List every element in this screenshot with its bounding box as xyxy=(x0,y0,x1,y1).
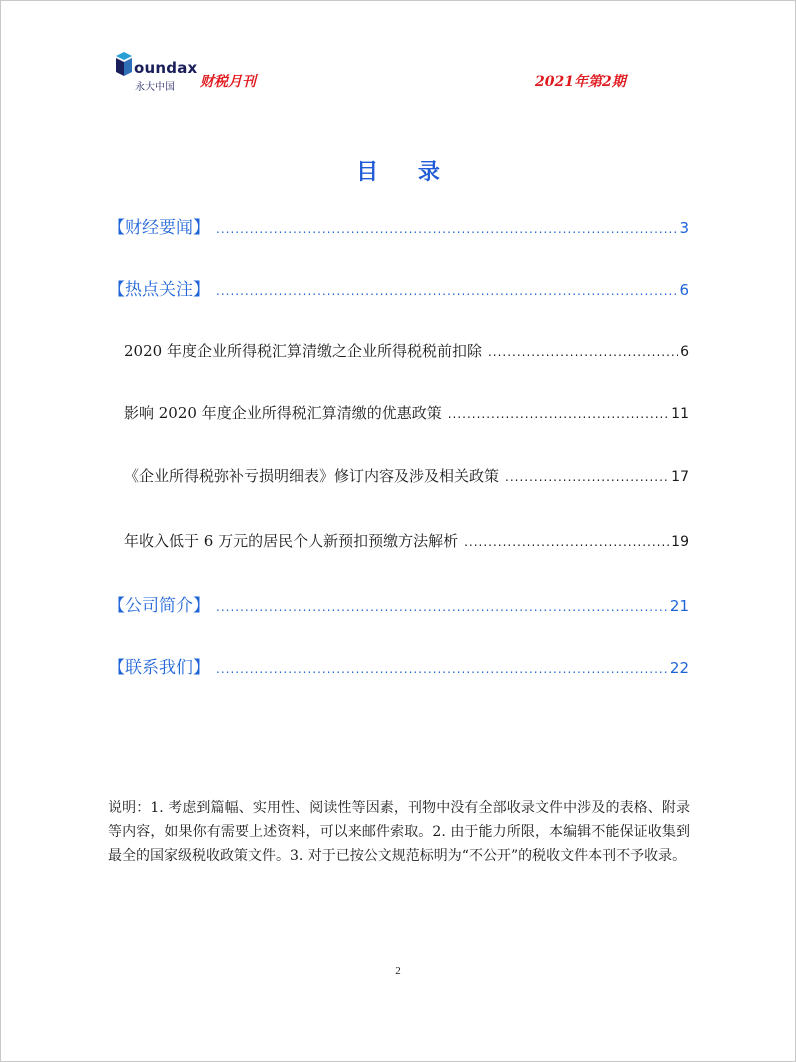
toc-entry[interactable] xyxy=(124,465,689,486)
toc-entry-title[interactable]: 【联系我们】 xyxy=(108,658,210,678)
logo-wordmark: oundax xyxy=(134,59,198,77)
toc-entry-page[interactable]: 6 xyxy=(680,344,689,360)
toc-entry[interactable] xyxy=(108,653,689,678)
journal-title: 财税月刊 xyxy=(200,74,256,90)
editorial-note: 说明：1. 考虑到篇幅、实用性、阅读性等因素，刊物中没有全部收录文件中涉及的表格、附录等内容，如果你有需要上述资料，可以来邮件索取。2. 由于能力所限，本编辑不能保证收集到最全的国家级税收政策文件。3. 对于已按公文规范标明为“不公开”的税收文件本刊不予收录。 xyxy=(108,800,690,864)
toc-entry-page[interactable]: 22 xyxy=(669,659,689,677)
toc-entry[interactable] xyxy=(124,530,689,551)
toc-entry-title[interactable]: 《企业所得税弥补亏损明细表》修订内容及涉及相关政策 xyxy=(124,467,500,485)
company-logo xyxy=(114,50,198,93)
toc-entry-page[interactable]: 6 xyxy=(679,281,689,299)
toc-leader-dots xyxy=(216,222,677,236)
toc-entry-title[interactable]: 【公司简介】 xyxy=(108,596,210,616)
toc-leader-dots xyxy=(448,407,669,421)
issue-label: 2021年第2期 xyxy=(535,74,626,90)
toc-entry-title[interactable]: 【财经要闻】 xyxy=(108,218,210,238)
toc-leader-dots xyxy=(216,284,677,298)
toc-entry-title[interactable]: 年收入低于 6 万元的居民个人新预扣预缴方法解析 xyxy=(124,532,459,550)
logo-book-icon xyxy=(114,52,134,78)
toc-entry-page[interactable]: 11 xyxy=(671,406,689,422)
logo-chinese-name: 永大中国 xyxy=(135,82,175,93)
toc-entry[interactable] xyxy=(108,275,689,300)
toc-entry[interactable] xyxy=(124,402,689,423)
toc-entry-page[interactable]: 3 xyxy=(679,219,689,237)
toc-leader-dots xyxy=(216,600,668,614)
toc-leader-dots xyxy=(216,662,668,676)
toc-entry[interactable] xyxy=(108,591,689,616)
toc-title: 目 录 xyxy=(356,159,456,185)
toc-entry-page[interactable]: 19 xyxy=(671,534,689,550)
toc-entry-title[interactable]: 2020 年度企业所得税汇算清缴之企业所得税税前扣除 xyxy=(124,342,482,360)
toc-entry[interactable] xyxy=(124,340,689,361)
toc-entry-page[interactable]: 21 xyxy=(669,597,689,615)
page-number: 2 xyxy=(395,965,401,977)
toc-leader-dots xyxy=(464,535,669,549)
toc-entry-page[interactable]: 17 xyxy=(671,469,689,485)
toc-entry-title[interactable]: 【热点关注】 xyxy=(108,280,210,300)
toc-entry[interactable] xyxy=(108,213,689,238)
toc-leader-dots xyxy=(488,345,678,359)
toc-entry-title[interactable]: 影响 2020 年度企业所得税汇算清缴的优惠政策 xyxy=(124,404,442,422)
toc-leader-dots xyxy=(505,470,669,484)
